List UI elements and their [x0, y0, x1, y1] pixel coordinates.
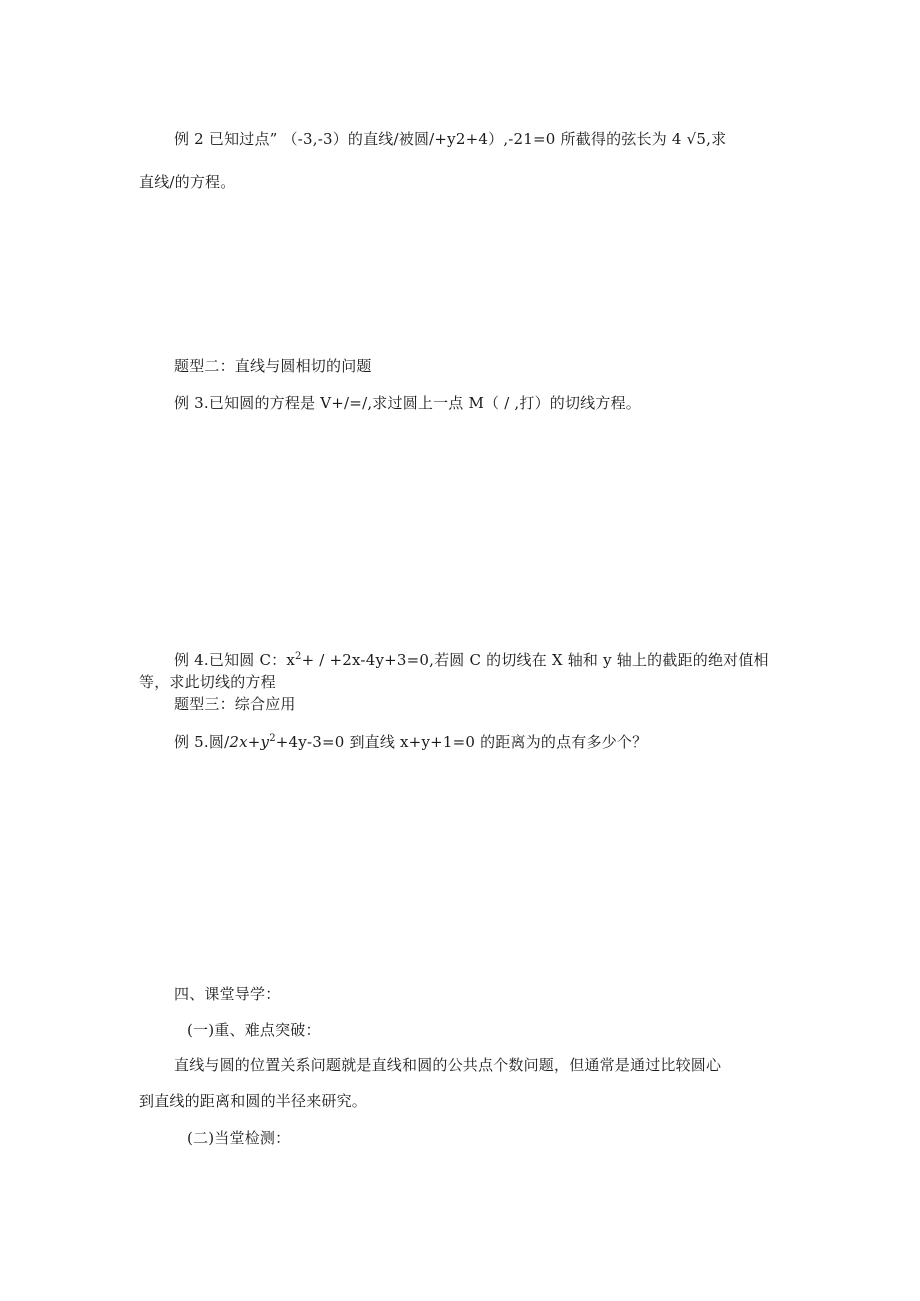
section-4-heading: 四、课堂导学： — [174, 985, 281, 1003]
example-5-superscript: 2 — [269, 733, 276, 744]
section-heading-type-2: 题型二：直线与圆相切的问题 — [174, 357, 372, 375]
example-4-text-b: + / +2x-4y+3=0,若圆 C 的切线在 X 轴和 y 轴上的截距的绝对值相 — [301, 651, 769, 669]
example-3-line-1: 例 3.已知圆的方程是 V+/=/,求过圆上一点 M（ / ,打）的切线方程。 — [174, 394, 641, 412]
example-4-line-2: 等，求此切线的方程 — [139, 673, 276, 691]
example-2-line-1: 例 2 已知过点” （-3,-3）的直线/被圆/+y2+4）,-21=0 所截得的弦长为 4 √5,求 — [174, 130, 727, 148]
example-5-line-1 — [174, 733, 647, 751]
section-4-paragraph-line-2: 到直线的距离和圆的半径来研究。 — [139, 1092, 368, 1110]
example-4-text-a: 例 4.已知圆 C：x — [174, 651, 295, 669]
section-4-subheading-2: (二)当堂检测： — [187, 1129, 291, 1147]
example-4-line-1 — [174, 651, 769, 669]
section-heading-type-3: 题型三：综合应用 — [174, 695, 296, 713]
example-5-text-c: +4y-3=0 到直线 x+y+1=0 的距离为的点有多少个？ — [275, 733, 648, 751]
example-5-formula: 2x+y — [229, 733, 270, 751]
example-2-line-2: 直线/的方程。 — [139, 173, 236, 191]
section-4-paragraph-line-1: 直线与圆的位置关系问题就是直线和圆的公共点个数问题，但通常是通过比较圆心 — [174, 1056, 722, 1074]
example-4-superscript: 2 — [295, 651, 302, 662]
example-5-text-a: 例 5.圆/ — [174, 733, 230, 751]
section-4-subheading-1: (一)重、难点突破： — [187, 1021, 321, 1039]
